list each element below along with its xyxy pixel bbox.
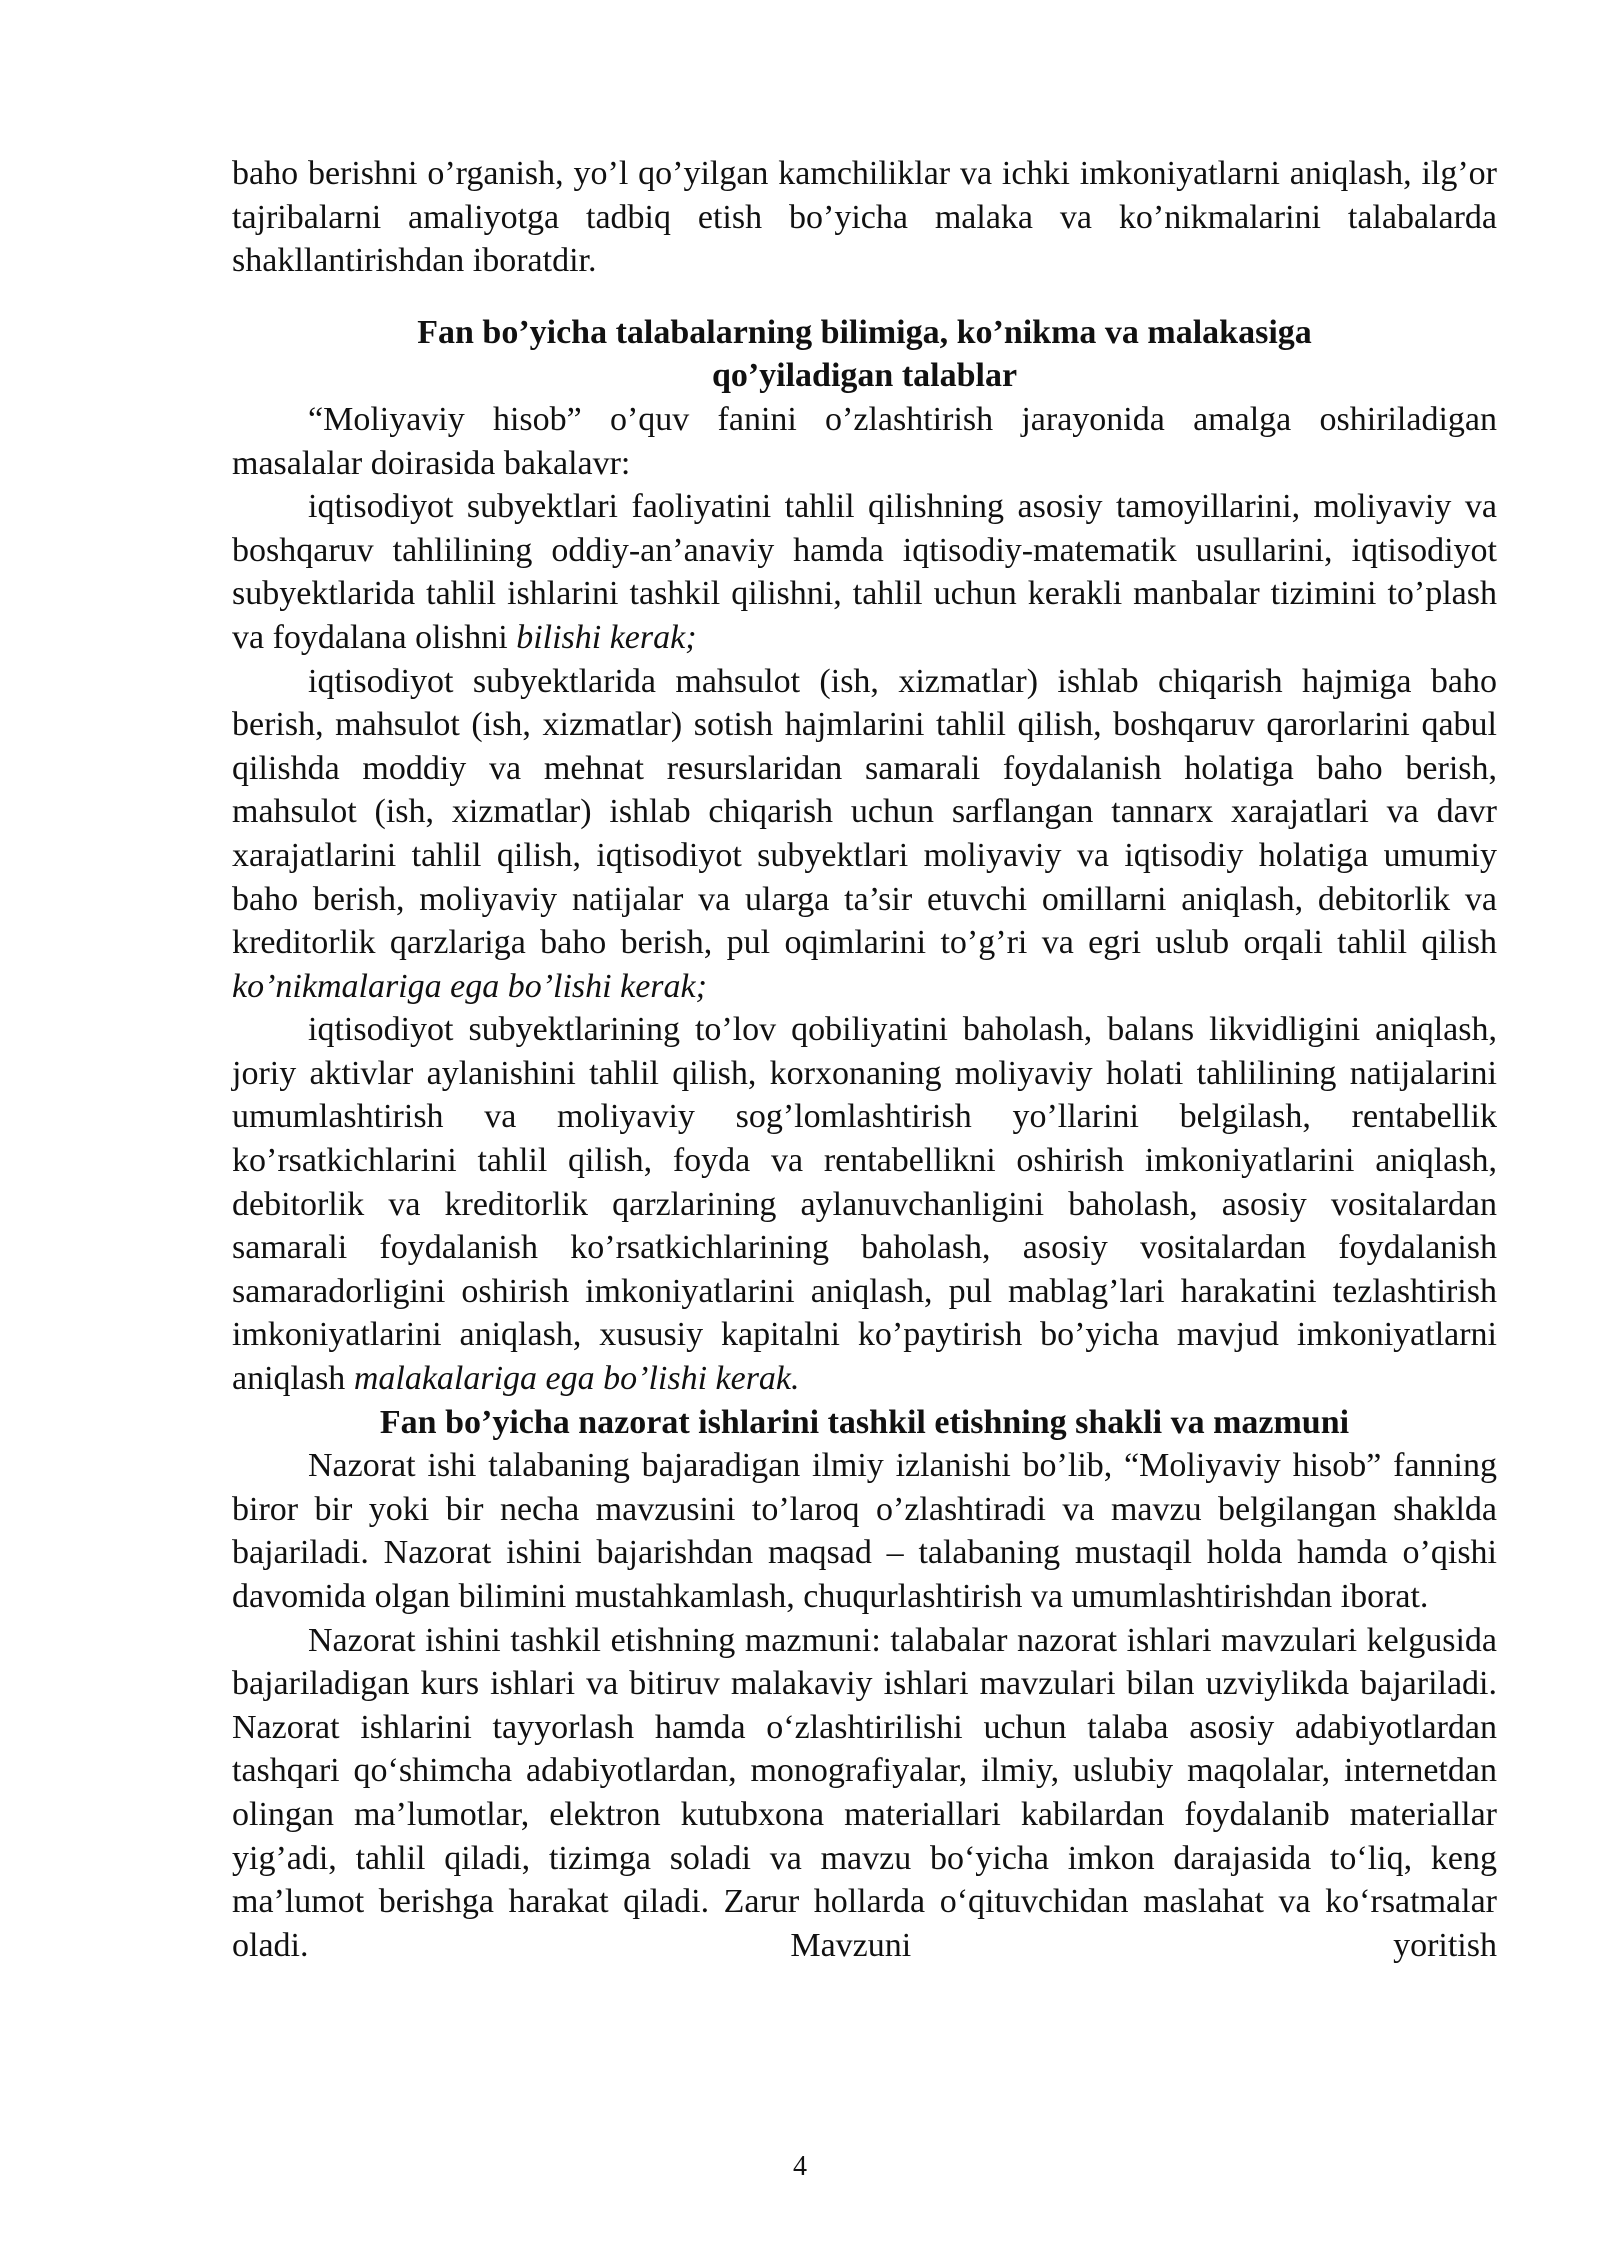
skills-text: iqtisodiyot subyektlarida mahsulot (ish, xizmatlar) ishlab chiqarish hajmiga baho berish, mahsulot (ish, xizmatlar) sotish hajmlarini tahlil qilish, boshqaruv qarorlarini qabul qilishda moddiy va mehnat resurslaridan samarali foydalanish holatiga baho berish, mahsulot (ish, xizmatlar) ishlab chiqarish uchun sarflangan tannarx xarajatlari va davr xarajatlarini tahlil qilish, iqtisodiyot subyektlari moliyaviy va iqtisodiy holatiga umumiy baho berish, moliyaviy natijalar va ularga ta’sir etuvchi omillarni aniqlash, debitorlik va kreditorlik qarzlariga baho berish, pul oqimlarini to’g’ri va egri uslub orqali tahlil qilish	[232, 662, 1497, 962]
knowledge-requirement: bilishi kerak;	[516, 618, 697, 656]
section1-heading	[232, 311, 1497, 398]
skills-requirement: ko’nikmalariga ega bo’lishi kerak;	[232, 967, 707, 1005]
section1-paragraph-2	[232, 485, 1497, 659]
section1-paragraph-3	[232, 660, 1497, 1009]
document-page	[232, 152, 1497, 1967]
section2-paragraph-2: Nazorat ishini tashkil etishning mazmuni: talabalar nazorat ishlari mavzulari kelgusida bajariladigan kurs ishlari va bitiruv malakaviy ishlari mavzulari bilan uzviylikda bajariladi. Nazorat ishlarini tayyorlash hamda o‘zlashtirilishi uchun talaba asosiy adabiyotlardan tashqari qo‘shimcha adabiyotlardan, monografiyalar, ilmiy, uslubiy maqolalar, internetdan olingan ma’lumotlar, elektron kutubxona materiallari kabilardan foydalanib materiallar yig’adi, tahlil qiladi, tizimga soladi va mavzu bo‘yicha imkon darajasida to‘liq, keng ma’lumot berishga harakat qiladi. Zarur hollarda o‘qituvchidan maslahat va ko‘rsatmalar oladi. Mavzuni yoritish	[232, 1621, 1497, 1964]
section1-paragraph-1: “Moliyaviy hisob” o’quv fanini o’zlashtirish jarayonida amalga oshiriladigan masalalar doirasida bakalavr:	[232, 400, 1497, 482]
knowledge-text: iqtisodiyot subyektlari faoliyatini tahlil qilishning asosiy tamoyillarini, moliyaviy va boshqaruv tahlilining oddiy-an’anaviy hamda iqtisodiy-matematik usullarini, iqtisodiyot subyektlarida tahlil ishlarini tashkil qilishni, tahlil uchun kerakli manbalar tizimini to’plash va foydalana olishni	[232, 488, 1497, 656]
section1-paragraph-4	[232, 1008, 1497, 1400]
section2-paragraph-1: Nazorat ishi talabaning bajaradigan ilmiy izlanishi bo’lib, “Moliyaviy hisob” fanning biror bir yoki bir necha mavzusini to’laroq o’zlashtiradi va mavzu belgilangan shaklda bajariladi. Nazorat ishini bajarishdan maqsad – talabaning mustaqil holda hamda o’qishi davomida olgan bilimini mustahkamlash, chuqurlashtirish va umumlashtirishdan iborat.	[232, 1447, 1497, 1615]
competence-requirement: malakalariga ega bo’lishi kerak.	[353, 1360, 800, 1398]
intro-paragraph: baho berishni o’rganish, yo’l qo’yilgan kamchiliklar va ichki imkoniyatlarni aniqlash, ilg’or tajribalarni amaliyotga tadbiq etish bo’yicha malaka va ko’nikmalarini talabalarda shakllantirishdan iboratdir.	[232, 155, 1497, 280]
page-number: 4	[793, 2151, 807, 2182]
competence-text: iqtisodiyot subyektlarining to’lov qobiliyatini baholash, balans likvidligini aniqlash, joriy aktivlar aylanishini tahlil qilish, korxonaning moliyaviy holati tahlilining natijalarini umumlashtirish va moliyaviy sog’lomlashtirish yo’llarini belgilash, rentabellik ko’rsatkichlarini tahlil qilish, foyda va rentabellikni oshirish imkoniyatlarini aniqlash, debitorlik va kreditorlik qarzlarining aylanuvchanligini baholash, asosiy vositalardan samarali foydalanish ko’rsatkichlarining baholash, asosiy vositalardan foydalanish samaradorligini oshirish imkoniyatlarini aniqlash, pul mablag’lari harakatini tezlashtirish imkoniyatlarini aniqlash, xususiy kapitalni ko’paytirish bo’yicha mavjud imkoniyatlarni aniqlash	[232, 1011, 1497, 1398]
section2-heading: Fan bo’yicha nazorat ishlarini tashkil etishning shakli va mazmuni	[379, 1403, 1350, 1441]
section1-heading-line2: qo’yiladigan talablar	[711, 357, 1018, 395]
section1-heading-line1: Fan bo’yicha talabalarning bilimiga, ko’nikma va malakasiga	[417, 313, 1312, 351]
